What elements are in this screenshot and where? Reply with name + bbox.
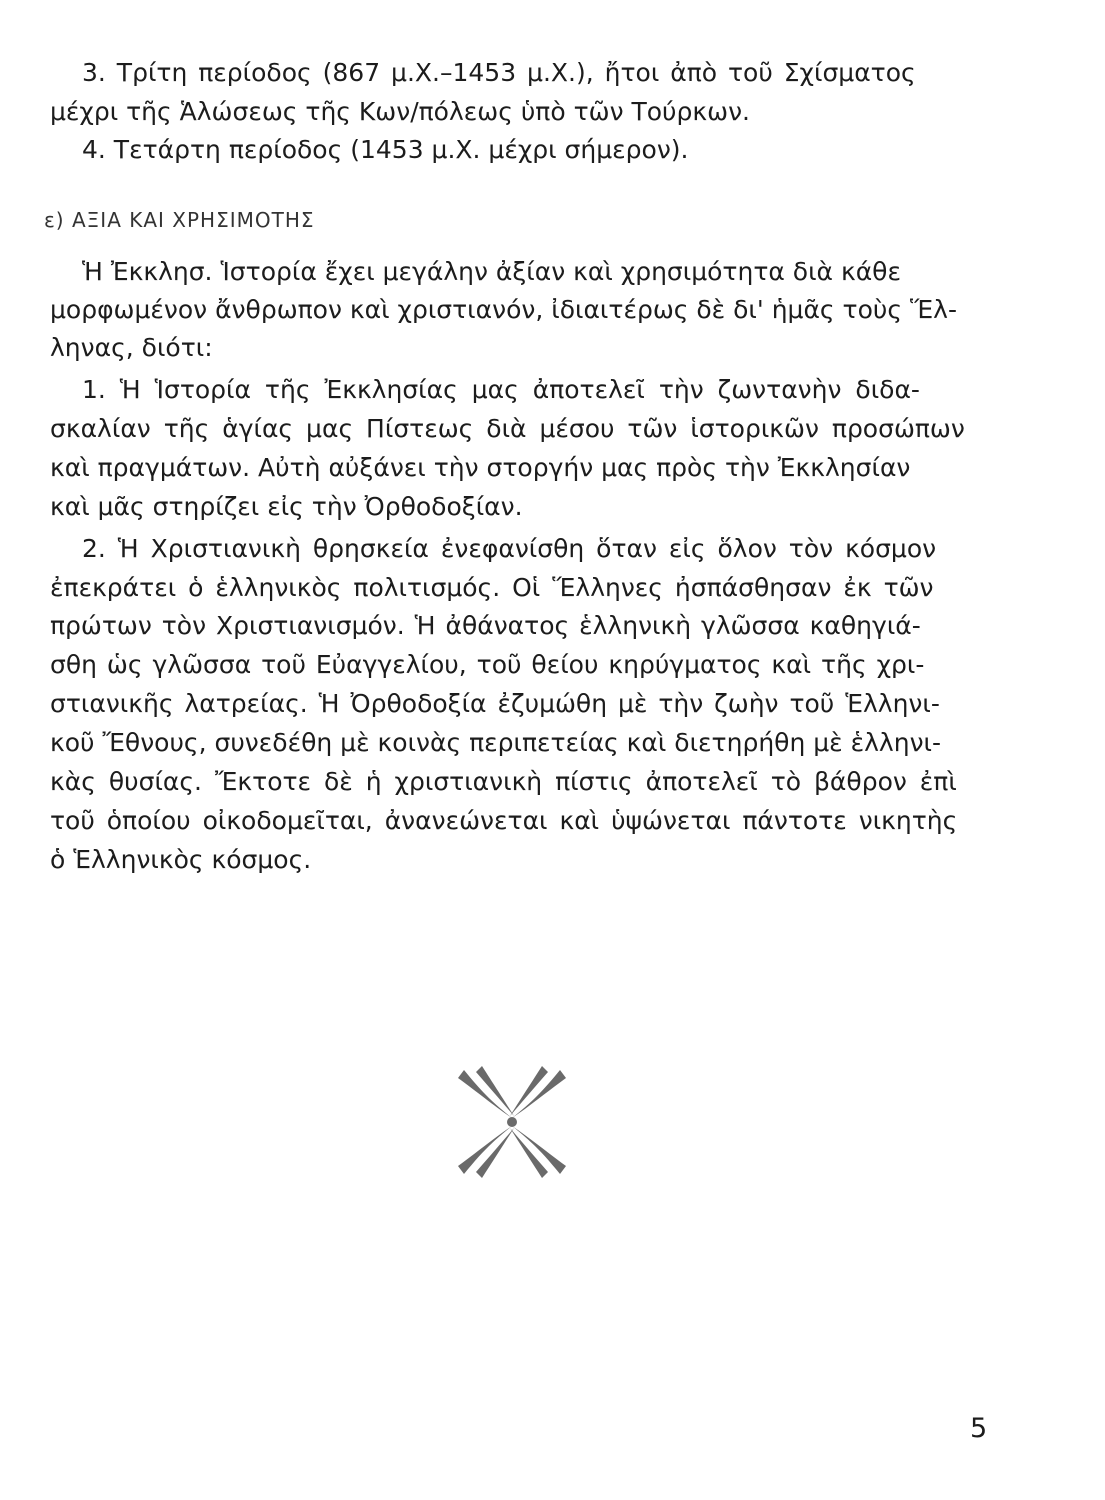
text-line: μορφωμένον ἄνθρωπον καὶ χριστιανόν, ἰδιαιτέρως δὲ δι' ἡμᾶς τοὺς Ἕλ- <box>50 295 957 324</box>
text-line: ἐπεκράτει ὁ ἑλληνικὸς πολιτισμός. Οἱ Ἕλληνες ἠσπάσθησαν ἐκ τῶν <box>50 573 934 602</box>
text-line: σθη ὡς γλῶσσα τοῦ Εὐαγγελίου, τοῦ θείου κηρύγματος καὶ τῆς χρι- <box>50 650 925 679</box>
text-line: ὁ Ἑλληνικὸς κόσμος. <box>50 845 312 874</box>
text-line: 4. Τετάρτη περίοδος (1453 μ.Χ. μέχρι σήμερον). <box>82 135 689 164</box>
section-heading: ε) ΑΞΙΑ ΚΑΙ ΧΡΗΣΙΜΟΤΗΣ <box>44 208 315 232</box>
text-line: σκαλίαν τῆς ἁγίας μας Πίστεως διὰ μέσου τῶν ἱστορικῶν προσώπων <box>50 414 965 443</box>
text-line: 1. Ἡ Ἱστορία τῆς Ἐκκλησίας μας ἀποτελεῖ τὴν ζωντανὴν διδα- <box>82 375 920 404</box>
text-line: 2. Ἡ Χριστιανικὴ θρησκεία ἐνεφανίσθη ὅταν εἰς ὅλον τὸν κόσμον <box>82 534 937 563</box>
text-line: τοῦ ὁποίου οἰκοδομεῖται, ἀνανεώνεται καὶ ὑψώνεται πάντοτε νικητὴς <box>50 806 958 835</box>
text-line: Ἡ Ἐκκλησ. Ἱστορία ἔχει μεγάλην ἀξίαν καὶ χρησιμότητα διὰ κάθε <box>82 257 901 286</box>
text-line: πρώτων τὸν Χριστιανισμόν. Ἡ ἀθάνατος ἑλληνικὴ γλῶσσα καθηγιά- <box>50 611 921 640</box>
text-line: στιανικῆς λατρείας. Ἡ Ὀρθοδοξία ἐζυμώθη μὲ τὴν ζωὴν τοῦ Ἑλληνι- <box>50 689 940 718</box>
text-line: 3. Τρίτη περίοδος (867 μ.Χ.–1453 μ.Χ.), ἤτοι ἀπὸ τοῦ Σχίσματος <box>82 58 916 87</box>
cross-ornament-icon <box>452 1062 572 1182</box>
page-number: 5 <box>970 1413 988 1444</box>
text-line: κοῦ Ἔθνους, συνεδέθη μὲ κοινὰς περιπετείας καὶ διετηρήθη μὲ ἑλληνι- <box>50 728 942 757</box>
text-line: μέχρι τῆς Ἁλώσεως τῆς Κων/πόλεως ὑπὸ τῶν Τούρκων. <box>50 97 750 126</box>
text-line: καὶ μᾶς στηρίζει εἰς τὴν Ὀρθοδοξίαν. <box>50 492 523 521</box>
text-line: κὰς θυσίας. Ἔκτοτε δὲ ἡ χριστιανικὴ πίστις ἀποτελεῖ τὸ βάθρον ἐπὶ <box>50 767 957 796</box>
text-line: ληνας, διότι: <box>50 333 213 362</box>
text-line: καὶ πραγμάτων. Αὐτὴ αὐξάνει τὴν στοργήν μας πρὸς τὴν Ἐκκλησίαν <box>50 453 911 482</box>
